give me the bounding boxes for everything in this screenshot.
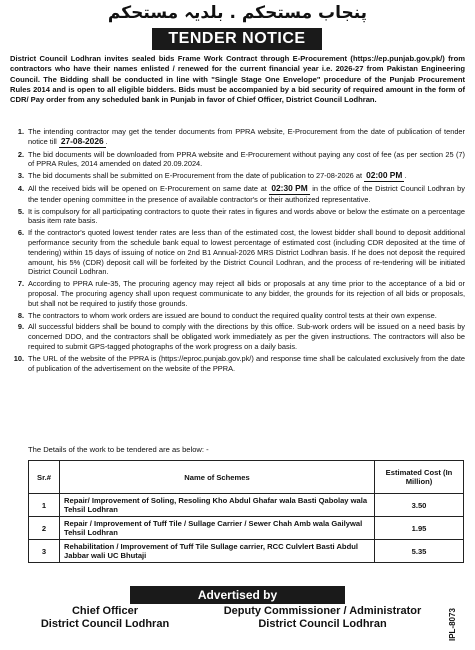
page-title: TENDER NOTICE bbox=[152, 28, 322, 50]
cell-cost: 3.50 bbox=[375, 494, 464, 517]
submission-time: 02:00 PM bbox=[366, 170, 403, 181]
conditions-list bbox=[10, 127, 465, 375]
cell-scheme-name: Repair/ Improvement of Soling, Resoling Kho Abdul Ghafar wala Basti Qabolay wala Tehsil Lodhran bbox=[60, 494, 375, 517]
signature-chief-officer bbox=[40, 605, 170, 631]
table-header-row bbox=[29, 461, 464, 494]
list-item: 8. The contractors to whom work orders are issued are bound to conduct the required quality control tests at their own expense. bbox=[17, 310, 437, 320]
list-item: 1. The intending contractor may get the tender documents from PPRA website, E-Procurement from the date of publication of tender notice till 27-08-2026 . bbox=[17, 127, 465, 146]
list-item: 10. The URL of the website of the PPRA is (https://eproc.punjab.gov.pk/) and response time shall be calculated exclusively from the date of publication of the advertisement on the website of the PPRA. bbox=[13, 353, 465, 373]
schemes-table bbox=[28, 460, 464, 563]
cell-sr: 2 bbox=[29, 517, 60, 540]
signatory-title: Deputy Commissioner / Administrator bbox=[223, 605, 422, 617]
list-item: 5. It is compulsory for all participating contractors to quote their rates in figures and words above or below the estimate on a percentage basis item rate basis. bbox=[17, 206, 465, 226]
table-row bbox=[29, 494, 464, 517]
header-scheme-name: Name of Schemes bbox=[60, 461, 375, 494]
list-item: 2. The bid documents will be downloaded from PPRA website and E-Procurement without paying any cost of fee (as per section 25 (7) of PPRA Rules, 2014 amended on dated 20.09.2024. bbox=[17, 149, 465, 169]
list-item: 6. If the contractor's quoted lowest tender rates are less than of the estimated cost, the lowest bidder shall bound to deposit additional performance security from the schedule bank equal to lowest percentage of estimated cost (including CDR deposited at the time of tendering) within 15 days of issuing of notice on 2nd B1 Annual-2026 MRS District Lodhran basis. If he does not deposit the required amount, his 5% (CDR) deposit call will be forfeited by the District Council Lodhran, and the process of re-tendering will be initiated District Council Lodhran. bbox=[17, 228, 465, 277]
intro-paragraph: District Council Lodhran invites sealed bids Frame Work Contract through E-Procurement (https://ep.punjab.gov.pk/) from contractors who have their names enlisted / renewed for the current financial year i.e. 2026-27 from Pakistan Engineering Council. The Bidding shall be conducted in line with "Single Stage One Envelope" procedure of the Punjab Procurement Rules 2014 and is open to all eligible bidders. Bids must be accompanied by a bid security of required amount in the form of CDR/ Pay order from any scheduled bank in Punjab in favor of Chief Officer, District Council Lodhran. bbox=[10, 54, 465, 105]
cell-sr: 1 bbox=[29, 494, 60, 517]
list-item: 7. According to PPRA rule-35, The procuring agency may reject all bids or proposals at any time prior to the acceptance of a bid or proposal. The procuring agency shall upon request communicate to any bidder, the grounds for its rejection of all bids or proposals, but shall not be required to justify those grounds. bbox=[17, 279, 465, 308]
signatory-title: Chief Officer bbox=[71, 605, 138, 617]
table-row bbox=[29, 540, 464, 563]
table-row bbox=[29, 517, 464, 540]
signature-deputy-commissioner bbox=[210, 605, 435, 631]
list-item: 9. All successful bidders shall be bound to comply with the directions by this office. Sub-work orders will be issued on a need basis by concerned DDO, and the contractors shall be obligated work immediately as per the given instructions. The contractors will also be required to submit GPS-tagged photographs of the work progress on a daily basis. bbox=[17, 322, 465, 351]
deadline-date: 27-08-2026 bbox=[60, 135, 104, 146]
ad-code: IPL-8073 bbox=[448, 608, 457, 642]
urdu-slogan: پنجاب مستحکم . بلدیہ مستحکم bbox=[107, 3, 368, 23]
header-estimated-cost: Estimated Cost (In Million) bbox=[375, 461, 464, 494]
signatory-office: District Council Lodhran bbox=[40, 618, 170, 630]
advertised-by-banner: Advertised by bbox=[130, 586, 345, 604]
cell-scheme-name: Rehabilitation / Improvement of Tuff Tile Sullage carrier, RCC Culvlert Basti Abdul Jabbar wali UC Bhutaji bbox=[60, 540, 375, 563]
opening-time: 02:30 PM bbox=[271, 182, 308, 193]
signatory-office: District Council Lodhran bbox=[258, 618, 387, 630]
cell-cost: 5.35 bbox=[375, 540, 464, 563]
list-item: 3. The bid documents shall be submitted on E-Procurement from the date of publication to 27-08-2026 at 02:00 PM . bbox=[17, 170, 407, 181]
schemes-intro: The Details of the work to be tendered are as below: - bbox=[28, 445, 209, 454]
list-item: 4. All the received bids will be opened on E-Procurement on same date at 02:30 PM in the office of the District Council Lodhran by the tender opening committee in the presence of available contractor's or their authorized representative. bbox=[17, 182, 465, 204]
header-sr: Sr.# bbox=[29, 461, 60, 494]
cell-cost: 1.95 bbox=[375, 517, 464, 540]
cell-scheme-name: Repair / Improvement of Tuff Tile / Sullage Carrier / Sewer Chah Amb wala Gailywal Tehsil Lodhran bbox=[60, 517, 375, 540]
cell-sr: 3 bbox=[29, 540, 60, 563]
